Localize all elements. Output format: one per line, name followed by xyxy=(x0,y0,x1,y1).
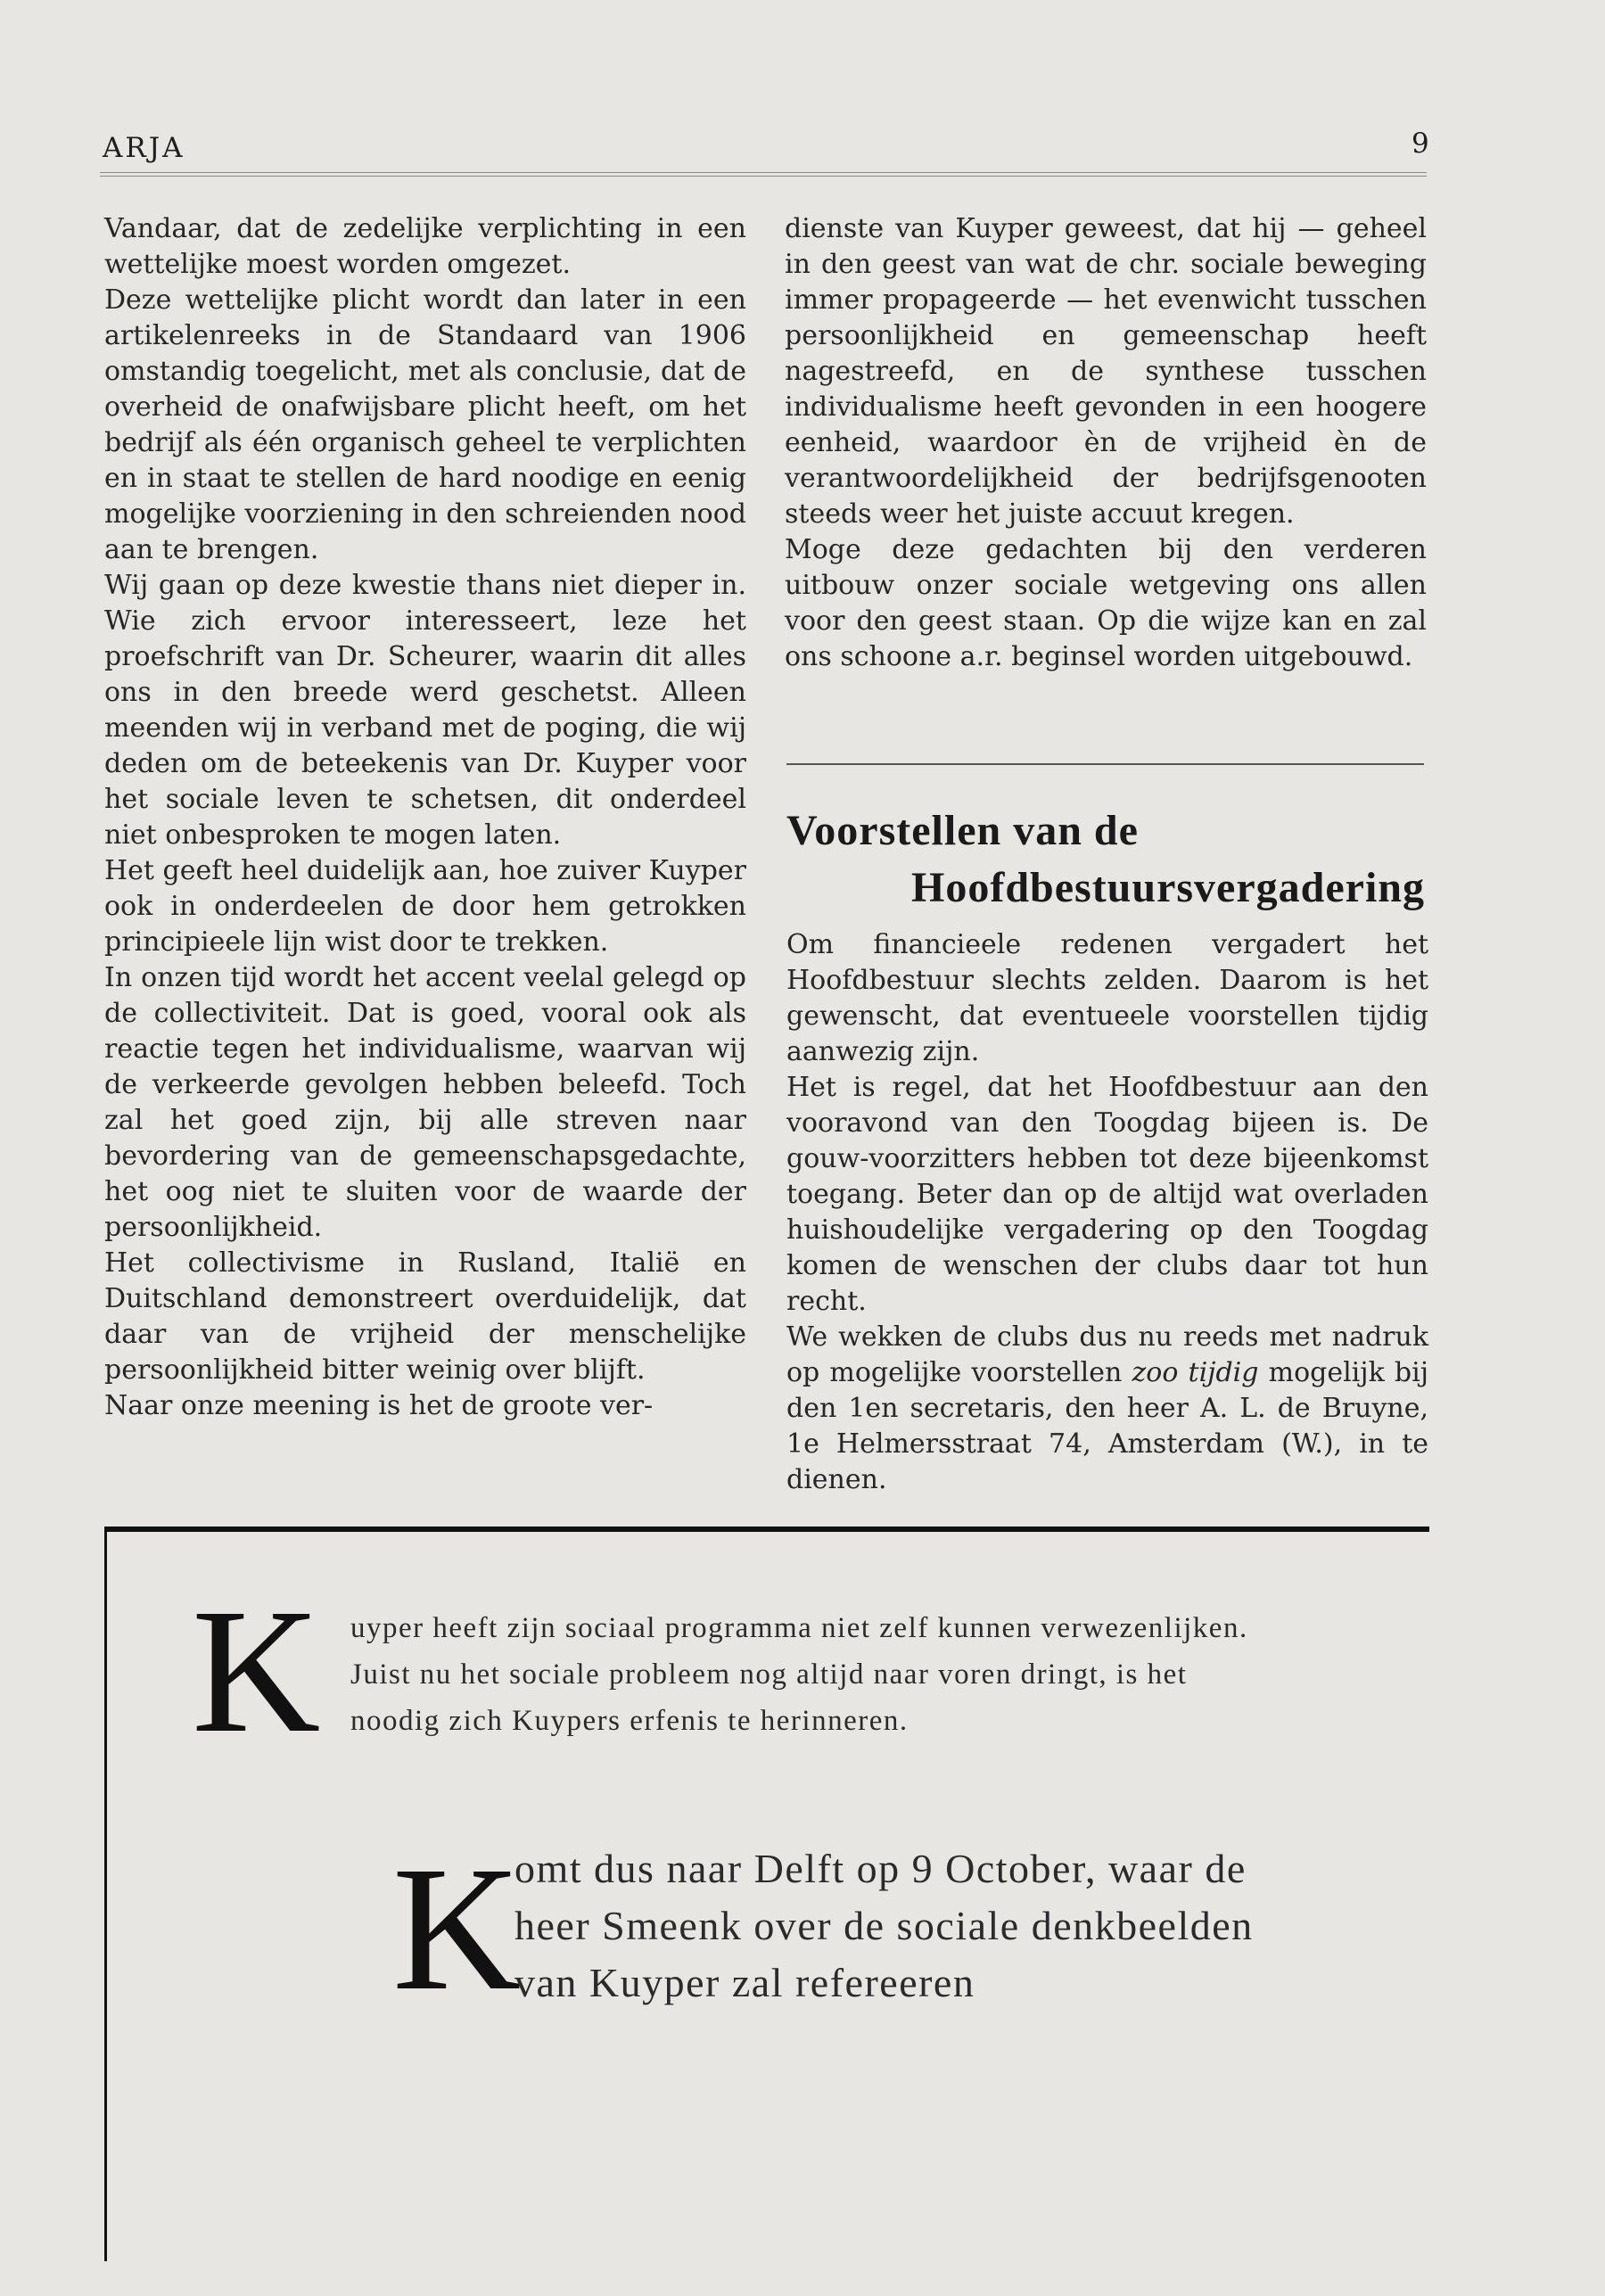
section-divider xyxy=(786,763,1424,765)
quote-line: uyper heeft zijn sociaal programma niet zelf kunnen verwezenlijken. xyxy=(350,1612,1248,1644)
page-number: 9 xyxy=(1412,128,1429,160)
text-run: We wekken de clubs dus nu reeds met nadruk op mogelijke voorstellen xyxy=(786,1321,1428,1388)
paragraph: Deze wettelijke plicht wordt dan later in een artikelenreeks in de Standaard van 1906 omstandig toegelicht, met als conclusie, dat de overheid de onafwijsbare plicht heeft, om het bedrijf als één organisch geheel te verplichten en in staat te stellen de hard noodige en eenig mogelijke voorziening in den schreienden nood aan te brengen. xyxy=(104,284,746,565)
paragraph: Moge deze gedachten bij den verderen uitbouw onzer sociale wetgeving ons allen voor den geest staan. Op die wijze kan en zal ons schoone a.r. beginsel worden uitgebouwd. xyxy=(785,534,1427,672)
left-column xyxy=(104,211,746,1424)
text-run: mogelijk bij den 1en secretaris, den heer A. L. de Bruyne, 1e Helmersstraat 74, Amsterdam (W.), in te dienen. xyxy=(786,1357,1428,1495)
quote-line: noodig zich Kuypers erfenis te herinneren. xyxy=(350,1705,909,1737)
kuyper-quote xyxy=(350,1605,1431,1744)
paragraph: Om financieele redenen vergadert het Hoofdbestuur slechts zelden. Daarom is het gewenscht, dat eventueele voorstellen tijdig aanwezig zijn. xyxy=(786,929,1428,1067)
announcement-line: van Kuyper zal refereeren xyxy=(514,1960,975,2005)
paragraph: Wij gaan op deze kwestie thans niet dieper in. Wie zich ervoor interesseert, leze het proefschrift van Dr. Scheurer, waarin dit alles ons in den breede werd geschetst. Alleen meenden wij in verband met de poging, die wij deden om de beteekenis van Dr. Kuyper voor het sociale leven te schetsen, dit onderdeel niet onbesproken te mogen laten. xyxy=(104,570,746,851)
paragraph: Het geeft heel duidelijk aan, hoe zuiver Kuyper ook in onderdeelen de door hem getrokken principieele lijn wist door te trekken. xyxy=(104,855,746,958)
paragraph: In onzen tijd wordt het accent veelal gelegd op de collectiviteit. Dat is goed, vooral ook als reactie tegen het individualisme, waarvan wij de verkeerde gevolgen hebben beleefd. Toch zal het goed zijn, bij alle streven naar bevordering van de gemeenschapsgedachte, het oog niet te sluiten voor de waarde der persoonlijkheid. xyxy=(104,962,746,1243)
drop-cap: K xyxy=(392,1831,522,2028)
delft-announcement xyxy=(514,1840,1442,2012)
section-heading-line1: Voorstellen van de xyxy=(786,807,1139,854)
paragraph: Vandaar, dat de zedelijke verplichting in een wettelijke moest worden omgezet. xyxy=(104,213,746,280)
section-heading xyxy=(786,802,1428,917)
announcement-line: heer Smeenk over de sociale denkbeelden xyxy=(514,1903,1254,1948)
section-heading-line2: Hoofdbestuursvergadering xyxy=(911,864,1425,911)
section-body xyxy=(786,927,1428,1498)
paragraph: Het is regel, dat het Hoofdbestuur aan den vooravond van den Toogdag bijeen is. De gouw-voorzitters hebben tot deze bijeenkomst toegang. Beter dan op de altijd wat overladen huishoudelijke vergadering op den Toogdag komen de wenschen der clubs daar tot hun recht. xyxy=(786,1072,1428,1317)
right-column-top xyxy=(785,211,1427,675)
quote-line: Juist nu het sociale probleem nog altijd naar voren dringt, is het xyxy=(350,1658,1188,1691)
paragraph: Naar onze meening is het de groote ver- xyxy=(104,1390,654,1421)
emphasis: zoo tijdig xyxy=(1132,1357,1259,1388)
paragraph: dienste van Kuyper geweest, dat hij — geheel in den geest van wat de chr. sociale beweging immer propageerde — het evenwicht tusschen persoonlijkheid en gemeenschap heeft nagestreefd, en de synthese tusschen individualisme heeft gevonden in een hoogere eenheid, waardoor èn de vrijheid èn de verantwoordelijkheid der bedrijfsgenooten steeds weer het juiste accuut kregen. xyxy=(785,213,1427,530)
drop-cap: K xyxy=(192,1573,321,1770)
announcement-line: omt dus naar Delft op 9 October, waar de xyxy=(514,1846,1247,1891)
running-header-title: ARJA xyxy=(103,132,185,164)
header-rule xyxy=(100,172,1427,177)
paragraph xyxy=(786,1320,1428,1498)
paragraph: Het collectivisme in Rusland, Italië en Duitschland demonstreert overduidelijk, dat daar van de vrijheid der menschelijke persoonlijkheid bitter weinig over blijft. xyxy=(104,1247,746,1386)
